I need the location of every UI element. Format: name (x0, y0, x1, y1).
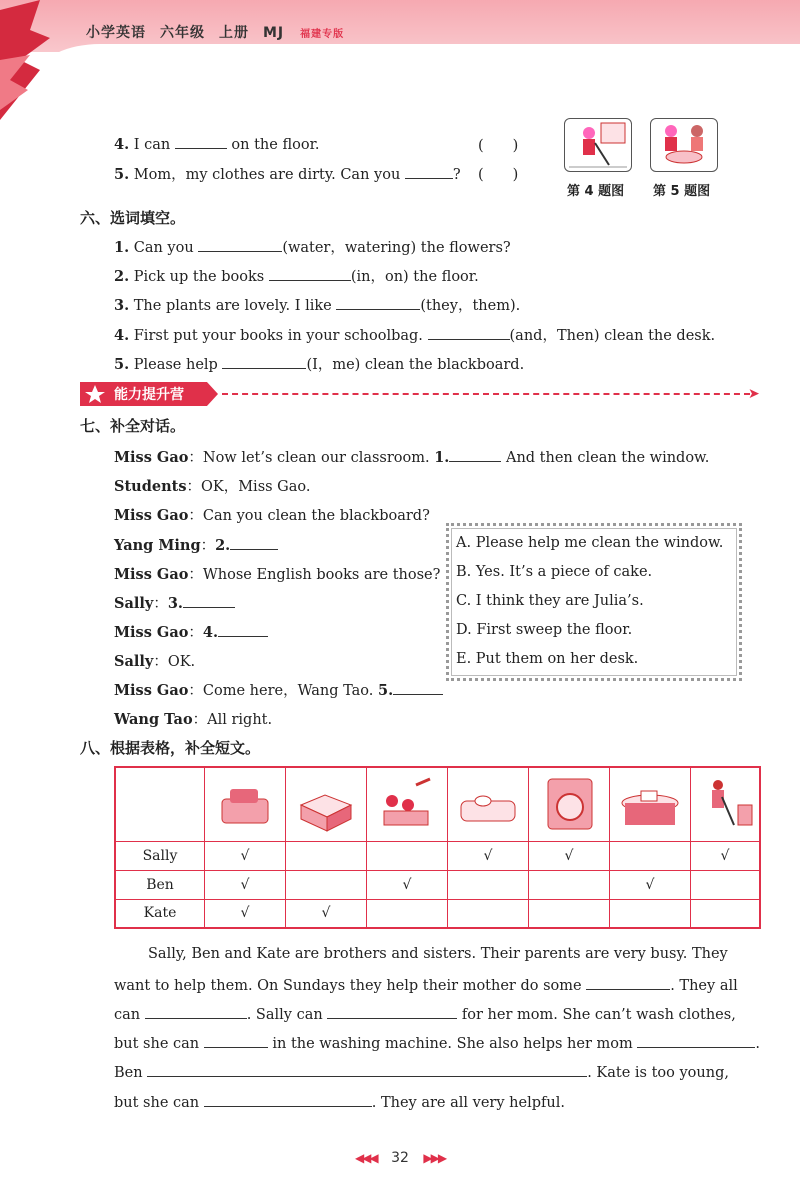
arrow-right-icon: ➤ (748, 386, 760, 402)
answer-blank[interactable] (204, 1033, 268, 1048)
check-cell[interactable]: √ (448, 841, 529, 870)
dialogue-line: Yang Ming：2. (114, 534, 278, 555)
sweeping-floor-icon (694, 775, 756, 833)
dialogue-line: Miss Gao：Come here，Wang Tao. 5. (114, 679, 443, 700)
question-item: 4. I can on the floor. (114, 136, 320, 153)
question-item: 5. Mom，my clothes are dirty. Can you ? (114, 166, 461, 183)
answer-paren[interactable]: ( ) (478, 167, 519, 183)
next-arrows-icon: ▶▶▶ (423, 1151, 446, 1165)
children-washing-icon (651, 119, 717, 171)
check-cell[interactable]: √ (205, 899, 286, 928)
dialogue-line: Miss Gao：4. (114, 621, 268, 642)
question-item: 4. First put your books in your schoolbag. (and，Then) clean the desk. (114, 327, 716, 344)
option-d: D. First sweep the floor. (456, 622, 633, 638)
answer-blank[interactable] (230, 535, 278, 550)
dialogue-line: Miss Gao：Can you clean the blackboard? (114, 507, 430, 524)
check-cell[interactable] (610, 841, 691, 870)
option-c: C. I think they are Julia’s. (456, 593, 644, 609)
watering-flowers-icon (372, 775, 442, 833)
passage-line: can . Sally can for her mom. She can’t wash clothes, (114, 1004, 736, 1023)
section-8-title: 八、根据表格，补全短文。 (80, 739, 261, 757)
star-icon (84, 384, 106, 404)
picture-cell (691, 767, 761, 841)
edition-label: 福建专版 (300, 29, 345, 40)
pagoda-decoration-icon (0, 0, 60, 120)
answer-blank[interactable] (405, 164, 453, 179)
answer-blank[interactable] (204, 1092, 372, 1107)
answer-blank[interactable] (147, 1062, 587, 1077)
check-cell[interactable]: √ (286, 899, 367, 928)
passage-line: want to help them. On Sundays they help their mother do some . They all (114, 975, 738, 994)
washing-machine-icon (534, 775, 604, 833)
answer-blank[interactable] (183, 593, 235, 608)
table-corner-cell (115, 767, 205, 841)
answer-blank[interactable] (586, 975, 670, 990)
dialogue-line: Students：OK，Miss Gao. (114, 478, 311, 495)
folding-clothes-icon (210, 775, 280, 833)
table-row (115, 899, 760, 928)
question-item: 2. Pick up the books (in，on) the floor. (114, 268, 479, 285)
check-cell[interactable] (691, 870, 761, 899)
check-cell[interactable] (367, 899, 448, 928)
check-cell[interactable] (529, 870, 610, 899)
question-item: 1. Can you (water，watering) the flowers? (114, 239, 511, 256)
washing-dishes-icon (453, 775, 523, 833)
row-name: Sally (115, 841, 205, 870)
check-cell[interactable] (448, 870, 529, 899)
dialogue-line: Miss Gao：Now let’s clean our classroom. 1. And then clean the window. (114, 449, 710, 466)
dialogue-line: Sally：3. (114, 592, 235, 613)
figure-4-caption: 第 4 题图 (567, 184, 625, 199)
figure-5-caption: 第 5 题图 (653, 184, 711, 199)
picture-cell (610, 767, 691, 841)
section-7-title: 七、补全对话。 (80, 417, 186, 435)
dialogue-line: Miss Gao：Whose English books are those? (114, 566, 441, 583)
header-title: 小学英语 六年级 上册 MJ 福建专版 (86, 25, 345, 41)
dialogue-line: Wang Tao：All right. (114, 711, 273, 728)
picture-cell (367, 767, 448, 841)
row-name: Ben (115, 870, 205, 899)
figure-5-washing (650, 118, 718, 172)
check-cell[interactable] (610, 899, 691, 928)
picture-cell (448, 767, 529, 841)
check-cell[interactable]: √ (610, 870, 691, 899)
answer-blank[interactable] (218, 622, 268, 637)
row-name: Kate (115, 899, 205, 928)
figure-4-sweeping (564, 118, 632, 172)
header-curve (40, 44, 800, 84)
answer-blank[interactable] (198, 237, 282, 252)
answer-blank[interactable] (269, 266, 351, 281)
question-item: 3. The plants are lovely. I like (they，them). (114, 297, 521, 314)
answer-paren[interactable]: ( ) (478, 138, 519, 154)
page-number: 32 (391, 1150, 409, 1166)
answer-blank[interactable] (449, 447, 501, 462)
table-row (115, 841, 760, 870)
banner-label: 能力提升营 (114, 387, 184, 403)
picture-cell (529, 767, 610, 841)
banner-dashed-line (222, 393, 750, 395)
cleaning-table-icon (615, 775, 685, 833)
check-cell[interactable] (448, 899, 529, 928)
page-footer (0, 1150, 800, 1166)
check-cell[interactable]: √ (205, 870, 286, 899)
prev-arrows-icon: ◀◀◀ (354, 1151, 377, 1165)
section-6-title: 六、选词填空。 (80, 209, 186, 227)
option-e: E. Put them on her desk. (456, 651, 639, 667)
check-cell[interactable] (367, 841, 448, 870)
option-a: A. Please help me clean the window. (456, 535, 724, 551)
answer-blank[interactable] (222, 354, 306, 369)
check-cell[interactable]: √ (367, 870, 448, 899)
answer-blank[interactable] (336, 295, 420, 310)
picture-cell (205, 767, 286, 841)
passage-line: Sally, Ben and Kate are brothers and sisters. Their parents are very busy. They (148, 946, 728, 962)
check-cell[interactable]: √ (529, 841, 610, 870)
check-cell[interactable] (691, 899, 761, 928)
passage-line: Ben . Kate is too young, (114, 1062, 729, 1081)
check-cell[interactable]: √ (205, 841, 286, 870)
check-cell[interactable] (286, 841, 367, 870)
passage-line: but she can . They are all very helpful. (114, 1092, 565, 1111)
dialogue-line: Sally：OK. (114, 653, 196, 670)
answer-blank[interactable] (175, 134, 227, 149)
picture-cell (286, 767, 367, 841)
table-row (115, 870, 760, 899)
answer-blank[interactable] (637, 1033, 755, 1048)
check-cell[interactable] (529, 899, 610, 928)
question-item: 5. Please help (I，me) clean the blackboard. (114, 356, 525, 373)
answer-blank[interactable] (428, 325, 510, 340)
answer-blank[interactable] (327, 1004, 457, 1019)
chores-table (114, 766, 761, 929)
passage-line: but she can in the washing machine. She also helps her mom . (114, 1033, 760, 1052)
girl-sweeping-icon (565, 119, 631, 171)
option-b: B. Yes. It’s a piece of cake. (456, 564, 653, 580)
answer-blank[interactable] (145, 1004, 247, 1019)
answer-blank[interactable] (393, 680, 443, 695)
check-cell[interactable]: √ (691, 841, 761, 870)
check-cell[interactable] (286, 870, 367, 899)
packing-box-icon (291, 775, 361, 833)
